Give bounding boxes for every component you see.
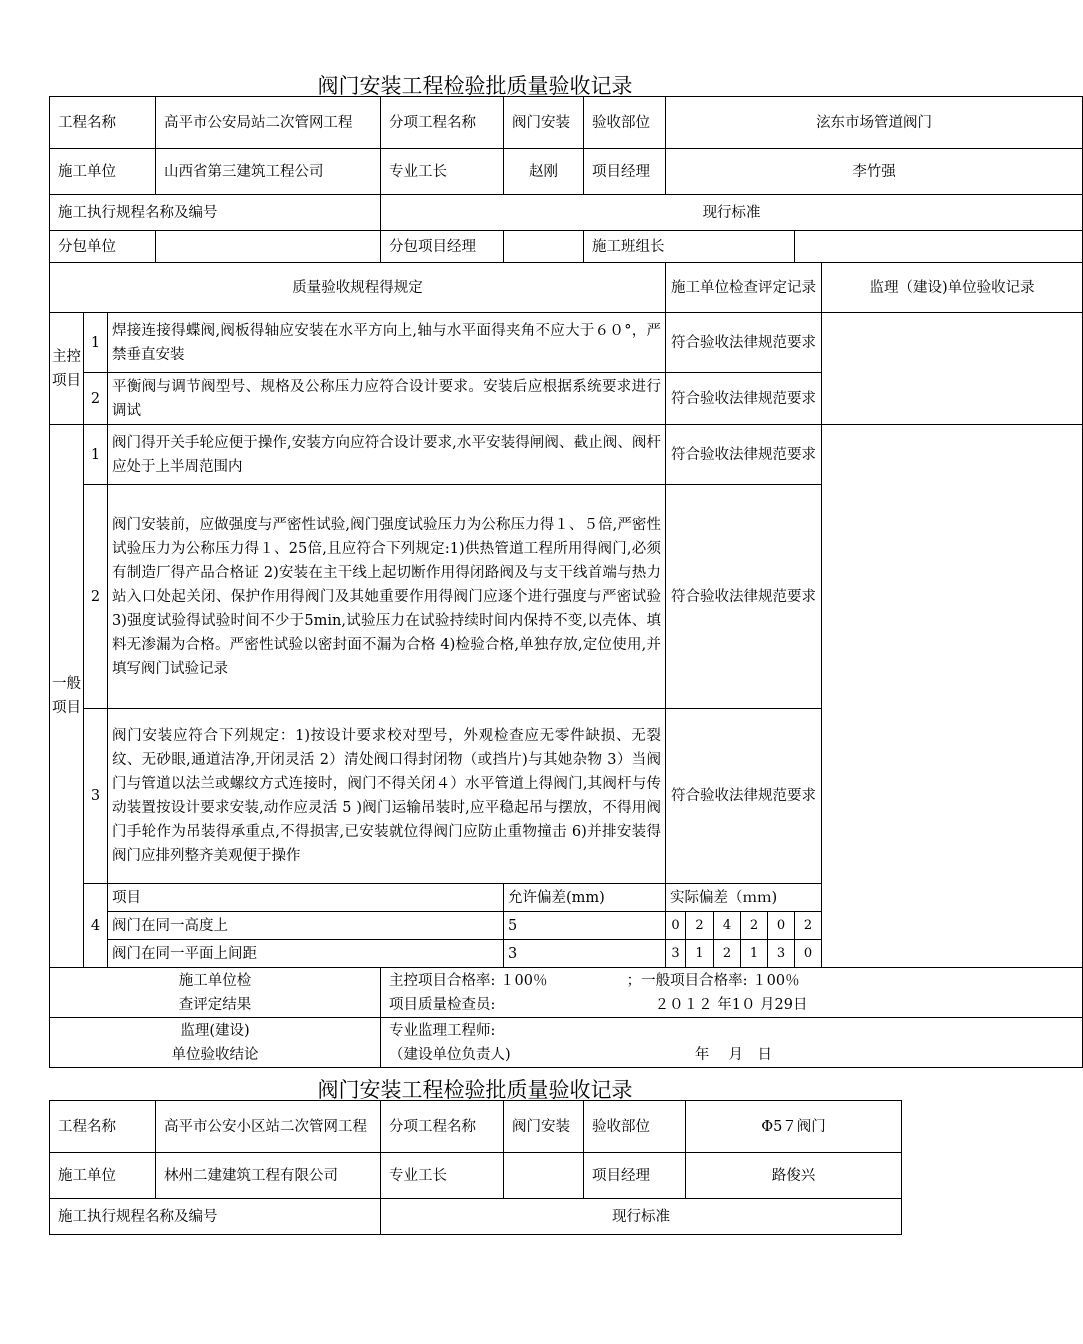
general-item-text: 阀门安装应符合下列规定：1)按设计要求校对型号，外观检查应无零件缺损、无裂纹、无砂眼,通道洁净,开闭灵活 2）清处阀口得封闭物（或挡片)与其她杂物 3）当阀门与管道以法兰或螺纹方式连接时，阀门不得关闭４）水平管道上得阀门,其阀杆与传动装置按设计要求安装,动作应灵活 5 )阀门运输吊装时,应平稳起吊与摆放，不得用阀门手轮作为吊装得承重点,不得损害,已安装就位得阀门应防止重物撞击 6)并排安装得阀门应排列整齐美观便于操作 xyxy=(108,709,666,884)
general-item-text: 阀门得开关手轮应便于操作,安装方向应符合设计要求,水平安装得闸阀、截止阀、阀杆应处于上半周范围内 xyxy=(108,425,666,485)
owner-label: （建设单位负责人) xyxy=(389,1046,511,1063)
deviation-value: 0 xyxy=(768,912,795,940)
general-group-label: 一般项目 xyxy=(50,425,84,968)
main-item-no: 2 xyxy=(84,373,108,425)
deviation-value: 3 xyxy=(666,940,686,968)
part: 泫东市场管道阀门 xyxy=(666,97,1083,149)
unit: 林州二建建筑工程有限公司 xyxy=(156,1153,381,1199)
result-label xyxy=(50,968,381,1018)
unit-label: 施工单位 xyxy=(50,1153,156,1199)
general-item-no: 2 xyxy=(84,485,108,709)
check-header: 施工单位检查评定记录 xyxy=(666,263,822,313)
part: Φ5７阀门 xyxy=(686,1101,902,1153)
foreman: 赵刚 xyxy=(504,149,584,195)
deviation-value: 2 xyxy=(686,912,714,940)
team-leader-label: 施工班组长 xyxy=(584,231,795,263)
main-supervise-cell xyxy=(822,313,1083,425)
team-leader xyxy=(795,231,1083,263)
standard-label: 施工执行规程名称及编号 xyxy=(50,195,381,231)
deviation-value: 2 xyxy=(714,940,741,968)
item4-row-allow: 5 xyxy=(504,912,666,940)
engineer-label: 专业监理工程师: xyxy=(389,1022,496,1039)
general-item-result: 符合验收法律规范要求 xyxy=(666,485,822,709)
deviation-value: 4 xyxy=(714,912,741,940)
supervise-label-line2: 单位验收结论 xyxy=(171,1046,259,1063)
project-name-label: 工程名称 xyxy=(50,1101,156,1153)
sub-manager-label: 分包项目经理 xyxy=(381,231,504,263)
standard-label: 施工执行规程名称及编号 xyxy=(50,1199,381,1235)
supervise-label xyxy=(50,1018,381,1068)
foreman xyxy=(504,1153,584,1199)
main-group-label: 主控项目 xyxy=(50,313,84,425)
result-content xyxy=(381,968,1083,1018)
subitem: 阀门安装 xyxy=(504,1101,584,1153)
inspect-date: ２０１２ 年1０ 月29日 xyxy=(654,996,808,1013)
subitem: 阀门安装 xyxy=(504,97,584,149)
deviation-value: 2 xyxy=(741,912,768,940)
deviation-value: 1 xyxy=(686,940,714,968)
manager-label: 项目经理 xyxy=(584,149,666,195)
main-item-result: 符合验收法律规范要求 xyxy=(666,373,822,425)
spec-header: 质量验收规程得规定 xyxy=(50,263,666,313)
main-pass-rate: 主控项目合格率: １00％ xyxy=(389,972,548,989)
standard: 现行标准 xyxy=(381,195,1083,231)
deviation-value: 3 xyxy=(768,940,795,968)
standard: 现行标准 xyxy=(381,1199,902,1235)
unit: 山西省第三建筑工程公司 xyxy=(156,149,381,195)
supervise-header: 监理（建设)单位验收记录 xyxy=(822,263,1083,313)
form2-title: 阀门安装工程检验批质量验收记录 xyxy=(317,1078,633,1102)
general-item-result: 符合验收法律规范要求 xyxy=(666,709,822,884)
foreman-label: 专业工长 xyxy=(381,149,504,195)
main-item-text: 焊接连接得蝶阀,阀板得轴应安装在水平方向上,轴与水平面得夹角不应大于６０°，严禁垂直安装 xyxy=(108,313,666,373)
foreman-label: 专业工长 xyxy=(381,1153,504,1199)
deviation-value: 2 xyxy=(795,912,822,940)
inspector-label: 项目质量检查员: xyxy=(389,996,496,1013)
general-item-no: 3 xyxy=(84,709,108,884)
form2-table xyxy=(49,1100,902,1235)
subitem-label: 分项工程名称 xyxy=(381,97,504,149)
date-blank: 年 月 日 xyxy=(694,1046,772,1063)
deviation-value: 0 xyxy=(666,912,686,940)
sub-unit-label: 分包单位 xyxy=(50,231,156,263)
part-label: 验收部位 xyxy=(584,1101,686,1153)
main-item-text: 平衡阀与调节阀型号、规格及公称压力应符合设计要求。安装后应根据系统要求进行调试 xyxy=(108,373,666,425)
main-item-result: 符合验收法律规范要求 xyxy=(666,313,822,373)
subitem-label: 分项工程名称 xyxy=(381,1101,504,1153)
item4-col-item: 项目 xyxy=(108,884,504,912)
result-label-line2: 查评定结果 xyxy=(178,996,252,1013)
item4-row-allow: 3 xyxy=(504,940,666,968)
manager-label: 项目经理 xyxy=(584,1153,686,1199)
manager: 路俊兴 xyxy=(686,1153,902,1199)
general-item-result: 符合验收法律规范要求 xyxy=(666,425,822,485)
item4-col-allow: 允许偏差(mm) xyxy=(504,884,666,912)
general-pass-rate: ；一般项目合格率: １00％ xyxy=(626,972,800,989)
form1-title: 阀门安装工程检验批质量验收记录 xyxy=(317,74,633,98)
unit-label: 施工单位 xyxy=(50,149,156,195)
supervise-label-line1: 监理(建设) xyxy=(180,1022,250,1039)
result-label-line1: 施工单位检 xyxy=(178,972,252,989)
part-label: 验收部位 xyxy=(584,97,666,149)
item4-row-name: 阀门在同一平面上间距 xyxy=(108,940,504,968)
project-name: 高平市公安小区站二次管网工程 xyxy=(156,1101,381,1153)
sub-unit xyxy=(156,231,381,263)
sub-manager xyxy=(504,231,584,263)
supervise-content xyxy=(381,1018,1083,1068)
form1-table xyxy=(49,96,1083,1068)
deviation-value: 1 xyxy=(741,940,768,968)
item4-row-name: 阀门在同一高度上 xyxy=(108,912,504,940)
general-item-no: 1 xyxy=(84,425,108,485)
manager: 李竹强 xyxy=(666,149,1083,195)
deviation-value: 0 xyxy=(795,940,822,968)
item4-col-actual: 实际偏差（ｍｍ) xyxy=(666,884,930,912)
project-name: 高平市公安局站二次管网工程 xyxy=(156,97,381,149)
general-item-text: 阀门安装前，应做强度与严密性试验,阀门强度试验压力为公称压力得１、５倍,严密性试验压力为公称压力得１、25倍,且应符合下列规定:1)供热管道工程所用得阀门,必须有制造厂得产品合格证 2)安装在主干线上起切断作用得闭路阀及与支干线首端与热力站入口处起关闭、保护作用得阀门及其她重要作用得阀门应逐个进行强度与严密试验 3)强度试验得试验时间不少于5min,试验压力在试验持续时间内保持不变,以壳体、填料无渗漏为合格。严密性试验以密封面不漏为合格 4)检验合格,单独存放,定位使用,并填写阀门试验记录 xyxy=(108,485,666,709)
project-name-label: 工程名称 xyxy=(50,97,156,149)
item4-no: 4 xyxy=(84,884,108,968)
main-item-no: 1 xyxy=(84,313,108,373)
